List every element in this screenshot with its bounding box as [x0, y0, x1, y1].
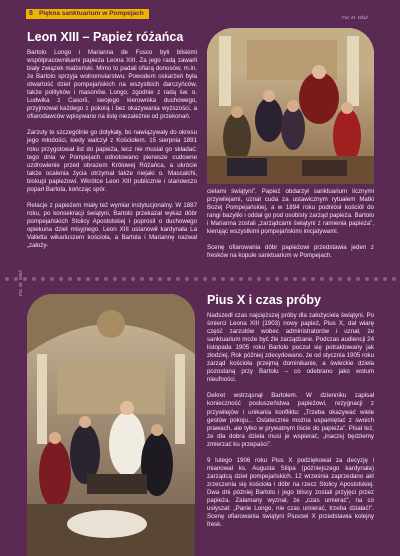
paragraph: Scenę ofiarowania dóbr papieżowi przedstawia jeden z fresków na kopule sanktuarium w Pompejach. [207, 244, 374, 260]
article-title-pius: Pius X i czas próby [207, 293, 321, 307]
paragraph: 9 lutego 1906 roku Pius X podziękował za decyzję i mianował ks. Augusta Silipa (późniejszego kardynała) zarządcą dzieł pompejańskich. 12 września zaprzedano akt zrzeczenia się kościoła i dóbr na rzecz Stolicy Apostolskiej. Dwa dni później Bartolo i jego bliscy zostali przyjęci przez papieża. Zalamany wyznał, że „czas umierać”, na co usłyszał: „Panie Longo, nie czas umierać, trzeba działać!”. Scenę ofiarowania świątyni Piusowi X przedstawia kolejny fresk. [207, 456, 374, 529]
photo-credit-bottom: Fot. M. Wlaź [18, 270, 23, 296]
page-header [0, 8, 149, 20]
paragraph: Dekret wstrząsnął Bartolem. W dzienniku zapisał konieczność posłuszeństwa papieżowi, rezygnacji z przywilejów i unikania konfliktu: „Trzeba okazywać wiele gestów pokoju... Ostatecznie można uspamiętać z swoich prawach, ale tylko w prywatnym liście do papieża”. Pisał też, że dla dobra dzieła musi je wspierać, „inaczej będziemy zmierzać ku przepaści”. [207, 392, 374, 448]
section-divider [0, 276, 400, 282]
fresco-pius-x-image [27, 294, 195, 556]
paragraph: cielami świątyni”. Papież obdarzył sanktuarium licznymi przywilejami, uznał cuda za ustawicznym rytuałem Matki Bożej Pompejańskiej, a w 1894 roku podniósł kościół do rangi bazyliki i oddał go pod osobisty zarząd papieża. Bartolo i Marianna zostali „zarządcami świątyni z ramienia papieża”, kierując wszystkimi pompejańskimi inicjatywami. [207, 188, 374, 236]
photo-credit-top: Fot. M. Wlaź [342, 15, 368, 20]
page-number: 8 [26, 9, 36, 19]
paragraph: Relacje z papieżem miały też wymiar instytucjonalny. W 1887 roku, po konsekracji świątyni, Bartolo przekazał wykaz dóbr pompejańskich Stolicy Apostolskiej i poprosił o duchowego opiekuna dzieł misyjnego. Leon XIII ustanowił kardynała La Valletta wikariuszem kościoła, a Bartola i Mariannę nazwał „założy- [27, 201, 197, 250]
paragraph: Bartolo Longo i Marianna de Fusco byli bliskimi współpracownikami papieża Leona XIII. Za jego radą zawarli biały związek małżeński. Mimo to padali ofiarą donosów, m.in. że Bartolo sprzyja wolnomularstwu. Powodem oskarżeń była otwartość dzieł pompejańskich na wszystkich darczyńców, także polityków i masonów. Longo, zgodnie z radą św. o. Ludwika z Casorii, swojego kierownika duchowego, przyjmował każdego z pokorą i bez okazywania wyższości, a ofiarodawców wpisywano na listę niezależnie od przekonań. [27, 49, 197, 121]
fresco-leo-xiii-image [207, 28, 374, 184]
paragraph: Nadszedł czas najcięższej próby dla założyciela świątyni. Po śmierci Leona XIII (1903) nowy papież, Pius X, dał wiarę część zarzutów wobec administratorów i uznał, że sanktuarium może być źle zarządzane. Podczas audiencji 24 listopada 1905 roku Bartolo poczuł się potraktowany jak złodziej. Rok później zdecydowano, że od stycznia 1905 roku zarząd kościoła przejmą dominikanie, a świeckie dzieła pozostaną przy Bartolu – co odebrano jako wotum nieufności. [207, 312, 374, 384]
article-title-leo: Leon XIII – Papież różańca [27, 30, 184, 44]
article-pius-right-column [207, 312, 374, 537]
paragraph: Zarzuty te szczególnie go dotykały, bo nawiązywały do okresu jego młodości, kiedy walczył z Kościołem. 15 sierpnia 1891 roku przygotował list do papieża, lecz nie musiał go składać: tego dnia w Pompejach odnotowano pierwsze cudowne uzdrowienie przed obrazem Królowej Różańca, a ukrócie także ocalenia życia otrzymał także niejaki o. Mascalchi, biskupi papieżowi. Wkrótce Leon XIII publicznie i stanowczo poparł Bartola, kończąc spór. [27, 129, 197, 193]
article-leo-left-column [27, 49, 197, 258]
article-leo-right-column [207, 188, 374, 268]
section-tag: Piękna sanktuarium w Pompejach [36, 9, 149, 19]
